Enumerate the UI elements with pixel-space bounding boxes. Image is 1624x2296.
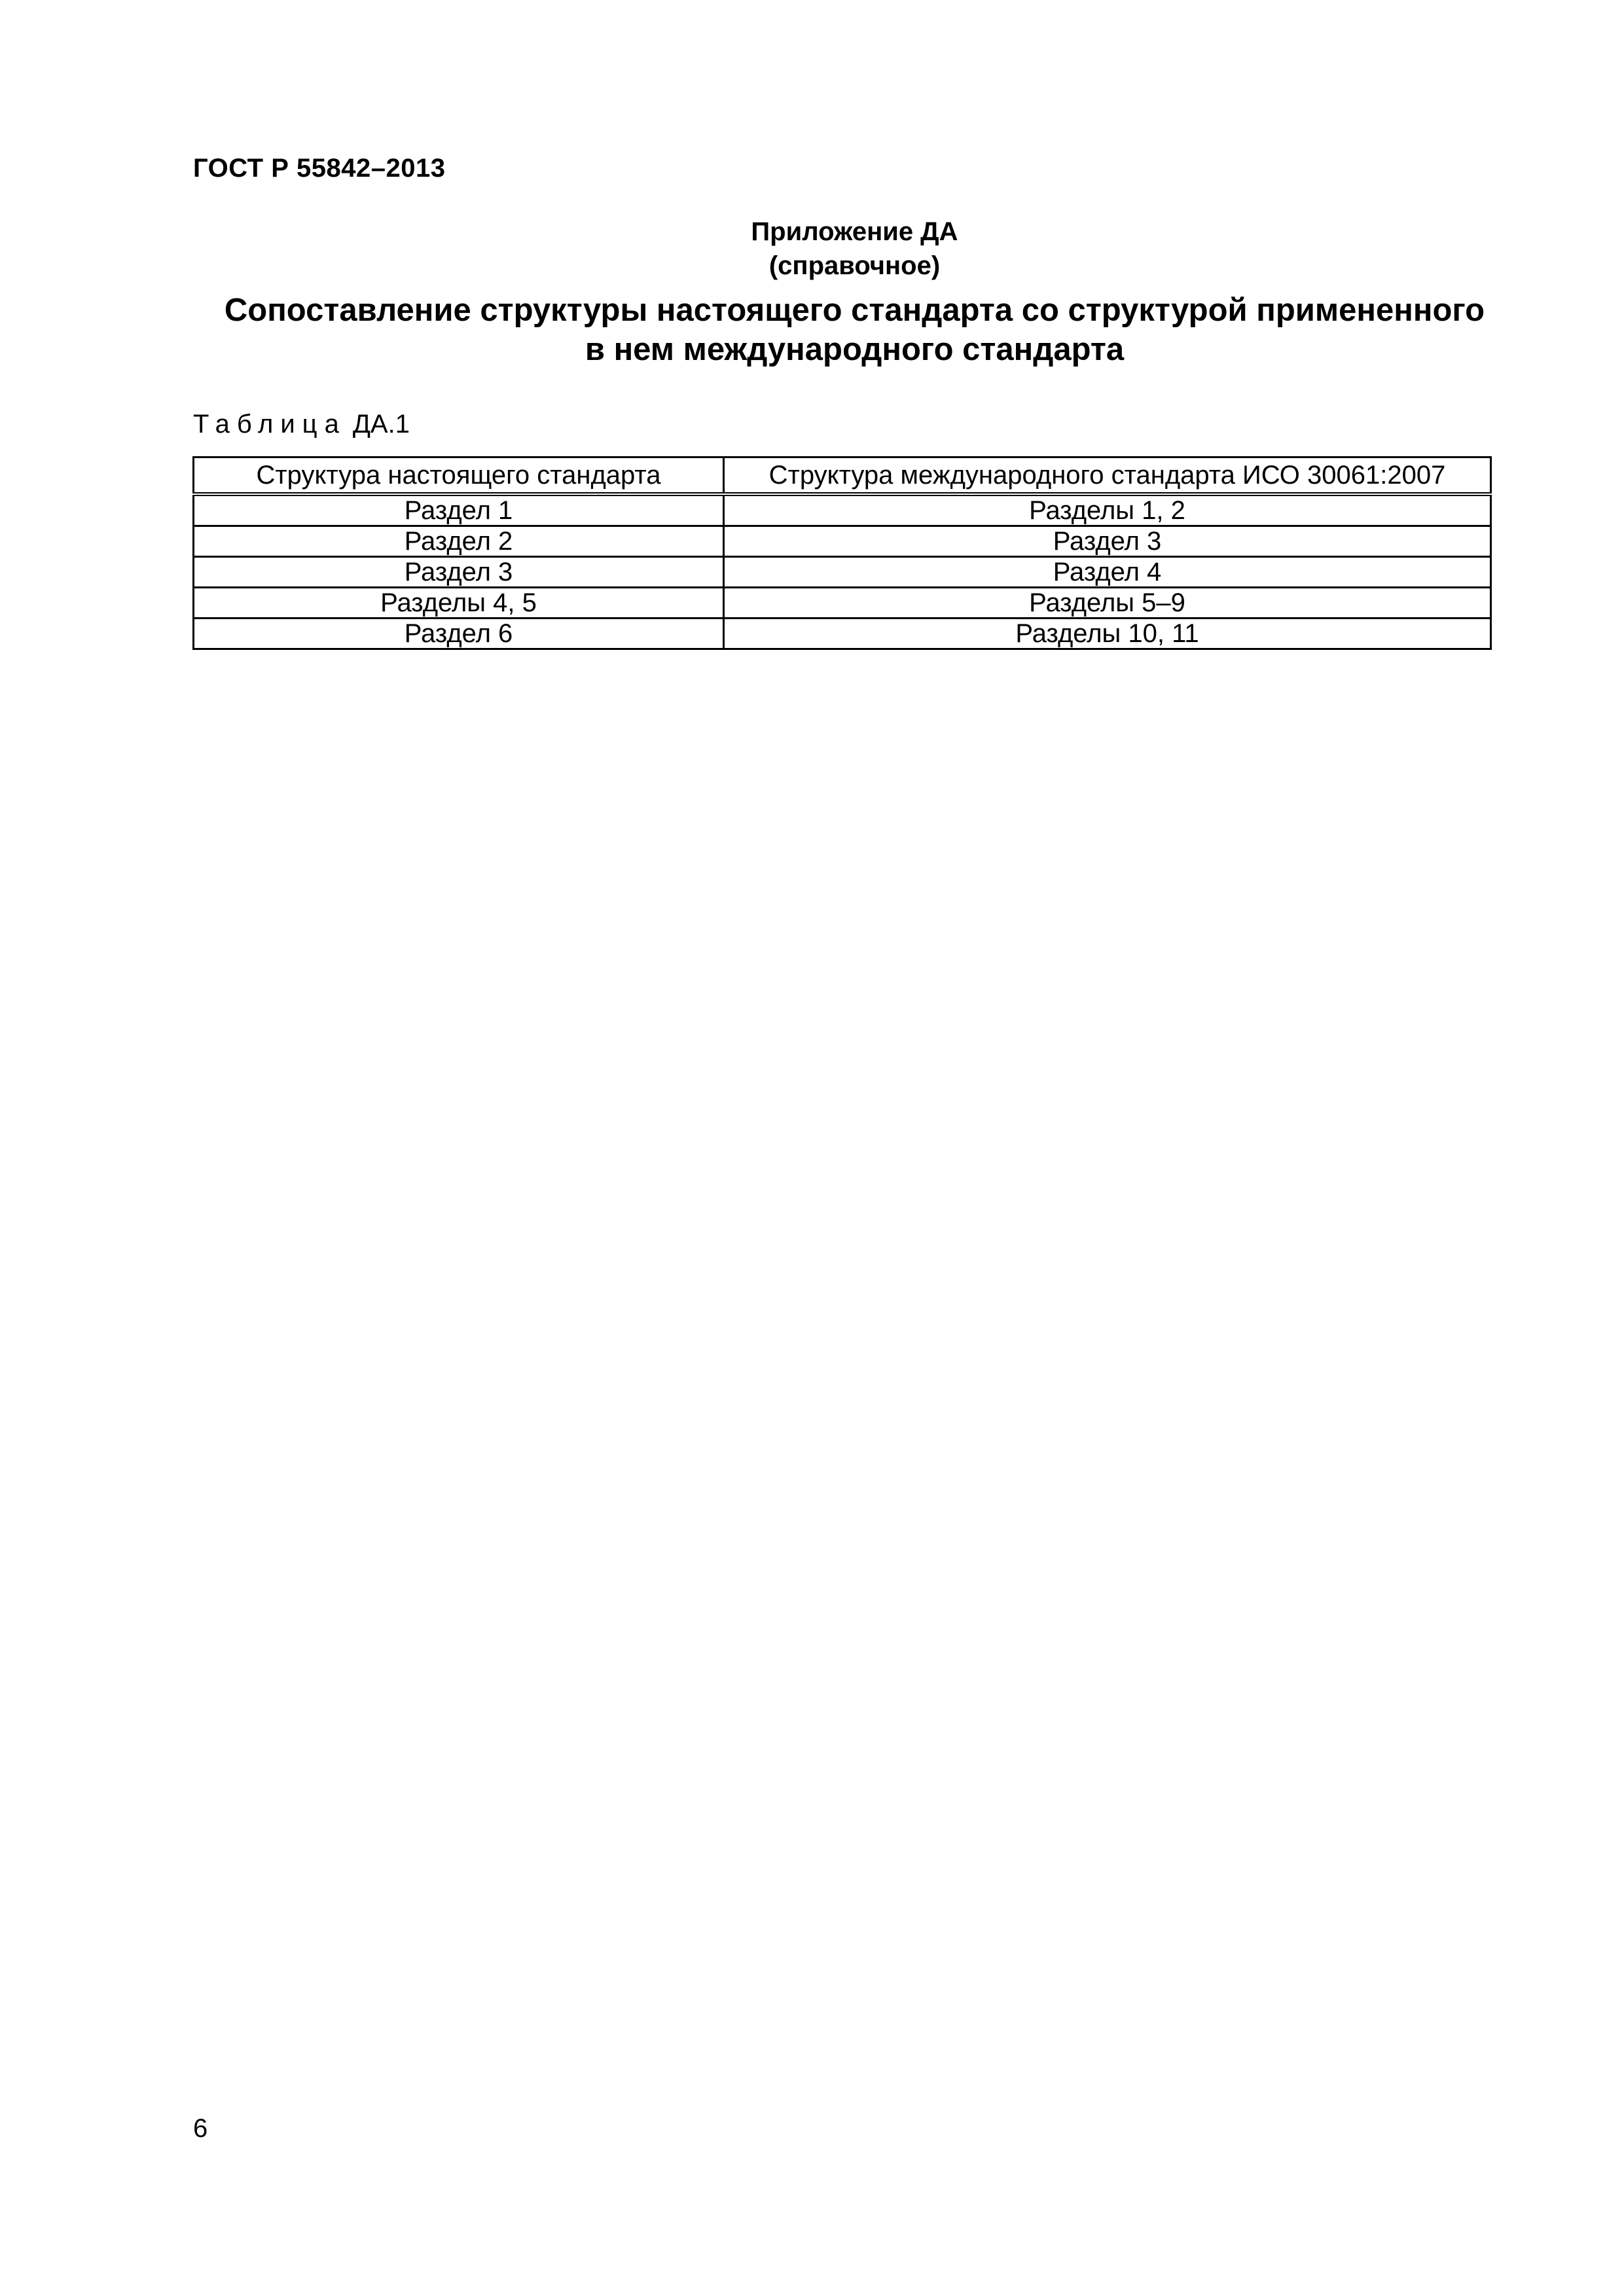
table-caption-id: ДА.1 (352, 410, 410, 439)
table-row (194, 557, 1491, 588)
table-row (194, 619, 1491, 649)
section-title (0, 291, 1624, 369)
table-cell: Разделы 5–9 (724, 588, 1491, 619)
table-cell: Раздел 3 (724, 526, 1491, 557)
structure-comparison-table (192, 456, 1492, 650)
appendix-title: Приложение ДА (751, 217, 958, 246)
column-header-international: Структура международного стандарта ИСО 30061:2007 (724, 457, 1491, 495)
table-row (194, 526, 1491, 557)
column-header-national: Структура настоящего стандарта (194, 457, 724, 495)
section-title-line-2: в нем международного стандарта (585, 332, 1125, 367)
table-cell: Раздел 2 (194, 526, 724, 557)
document-code: ГОСТ Р 55842–2013 (193, 154, 446, 183)
table-header-row (194, 457, 1491, 495)
table-cell: Раздел 1 (194, 494, 724, 526)
page-number: 6 (193, 2114, 208, 2143)
table-caption (193, 408, 410, 440)
section-title-line-1: Сопоставление структуры настоящего стандарта со структурой примененного (224, 293, 1485, 328)
table-cell: Разделы 1, 2 (724, 494, 1491, 526)
appendix-status: (справочное) (768, 251, 941, 280)
table-row (194, 588, 1491, 619)
table-caption-word: Таблица (193, 410, 346, 439)
table-cell: Раздел 3 (194, 557, 724, 588)
table-cell: Разделы 10, 11 (724, 619, 1491, 649)
table-cell: Раздел 4 (724, 557, 1491, 588)
appendix-heading (0, 215, 1624, 283)
table-row (194, 494, 1491, 526)
table-cell: Разделы 4, 5 (194, 588, 724, 619)
table-cell: Раздел 6 (194, 619, 724, 649)
